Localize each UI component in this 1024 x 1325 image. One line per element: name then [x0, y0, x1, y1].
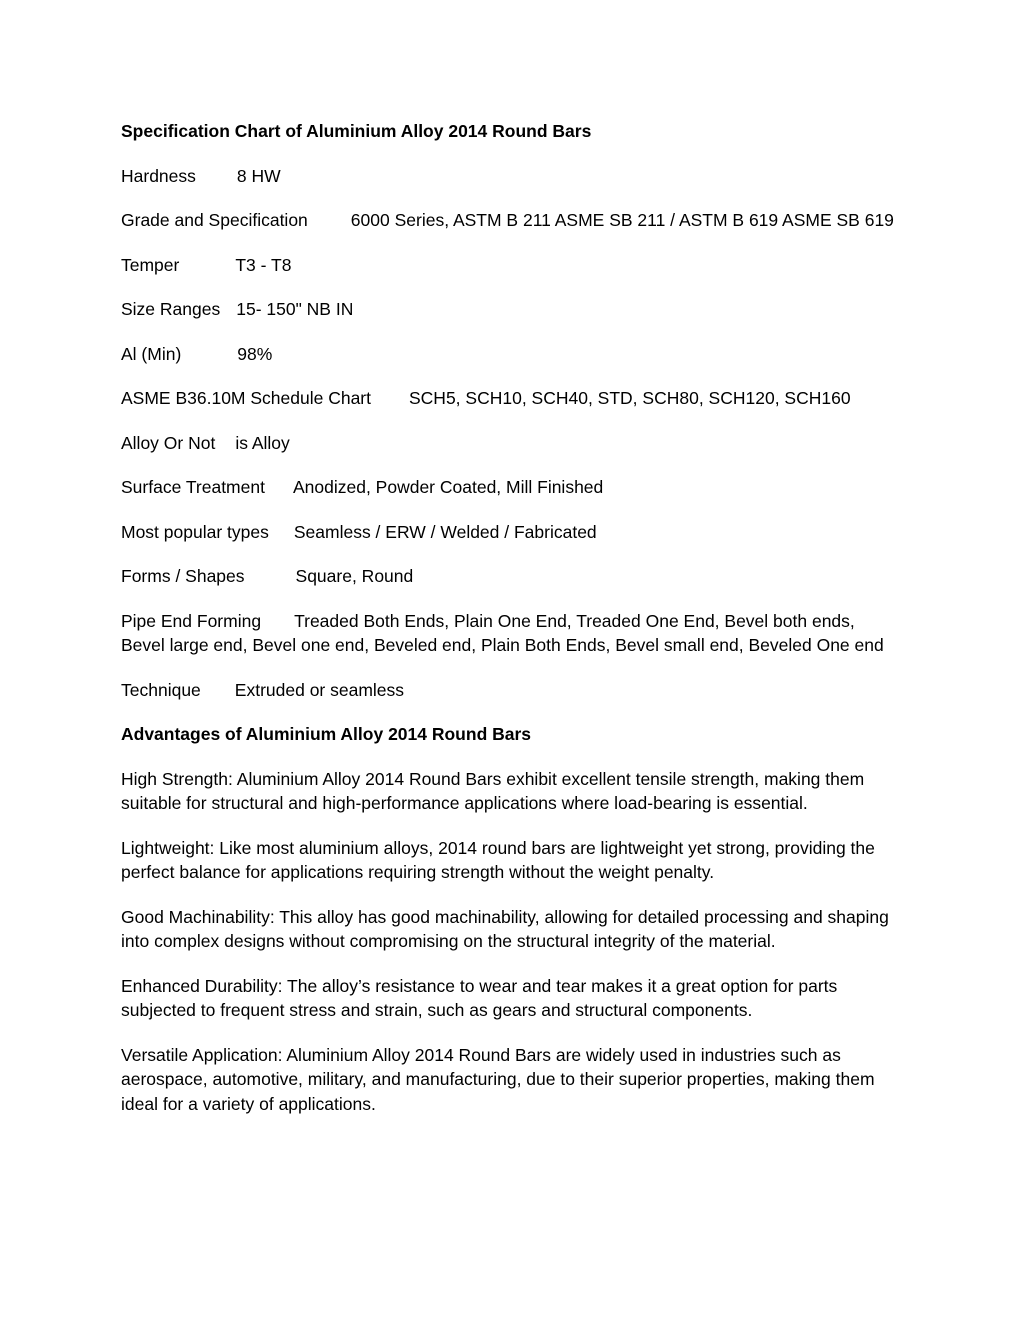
- advantages-heading: Advantages of Aluminium Alloy 2014 Round Bars: [121, 724, 532, 744]
- spec-value: Square, Round: [295, 566, 414, 586]
- spec-row-schedule-chart: [121, 386, 901, 411]
- spec-value: Extruded or seamless: [234, 679, 405, 700]
- spec-value: Treaded Both Ends, Plain One End, Treaded One End, Bevel both ends, Bevel large end, Bevel one end, Beveled end, Plain Both Ends, Bevel small end, Beveled One end: [121, 610, 884, 655]
- spec-row-surface-treatment: [121, 475, 901, 500]
- spec-row-al-min: [121, 342, 901, 367]
- spec-value: 8 HW: [236, 165, 281, 186]
- advantage-paragraph: Lightweight: Like most aluminium alloys, 2014 round bars are lightweight yet strong, providing the perfect balance for applications requiring strength without the weight penalty.: [121, 837, 875, 882]
- spec-value: 15- 150" NB IN: [236, 299, 354, 319]
- spec-label: Surface Treatment: [121, 477, 265, 497]
- spec-label: Grade and Specification: [121, 210, 308, 230]
- spec-value: Seamless / ERW / Welded / Fabricated: [293, 521, 597, 542]
- spec-row-size-ranges: [121, 297, 901, 322]
- spec-value: 6000 Series, ASTM B 211 ASME SB 211 / ASTM B 619 ASME SB 619: [350, 210, 894, 230]
- spec-label: Temper: [121, 254, 180, 275]
- document-page: [121, 119, 901, 1136]
- spec-row-pipe-end-forming: [121, 609, 901, 658]
- spec-value: is Alloy: [235, 432, 290, 453]
- spec-value: T3 - T8: [235, 254, 292, 275]
- spec-row-grade: [121, 208, 901, 233]
- spec-value: SCH5, SCH10, SCH40, STD, SCH80, SCH120, SCH160: [409, 388, 851, 408]
- spec-label: Forms / Shapes: [121, 566, 245, 586]
- spec-row-technique: [121, 678, 901, 703]
- spec-value: 98%: [237, 343, 273, 364]
- spec-value: Anodized, Powder Coated, Mill Finished: [292, 477, 604, 497]
- spec-label: Technique: [121, 679, 201, 700]
- spec-row-popular-types: [121, 520, 901, 545]
- spec-label: Most popular types: [121, 521, 269, 542]
- advantage-paragraph: Good Machinability: This alloy has good machinability, allowing for detailed processing and shaping into complex designs without compromising on the structural integrity of the material.: [121, 906, 889, 951]
- advantage-paragraph: Enhanced Durability: The alloy’s resistance to wear and tear makes it a great option for parts subjected to frequent stress and strain, such as gears and structural components.: [121, 975, 838, 1020]
- spec-row-forms-shapes: [121, 564, 901, 589]
- spec-label: Size Ranges: [121, 299, 221, 319]
- spec-row-hardness: [121, 164, 901, 189]
- spec-row-alloy-or-not: [121, 431, 901, 456]
- spec-row-temper: [121, 253, 901, 278]
- spec-label: ASME B36.10M Schedule Chart: [121, 388, 371, 408]
- advantage-paragraph: High Strength: Aluminium Alloy 2014 Round Bars exhibit excellent tensile strength, making them suitable for structural and high-performance applications where load-bearing is essential.: [121, 768, 865, 813]
- spec-heading: Specification Chart of Aluminium Alloy 2014 Round Bars: [121, 121, 592, 141]
- advantage-paragraph: Versatile Application: Aluminium Alloy 2014 Round Bars are widely used in industries such as aerospace, automotive, military, and manufacturing, due to their superior properties, making them ideal for a variety of applications.: [121, 1044, 875, 1114]
- spec-label: Al (Min): [121, 343, 182, 364]
- spec-label: Hardness: [121, 165, 196, 186]
- spec-label: Pipe End Forming: [121, 610, 262, 631]
- spec-label: Alloy Or Not: [121, 432, 216, 453]
